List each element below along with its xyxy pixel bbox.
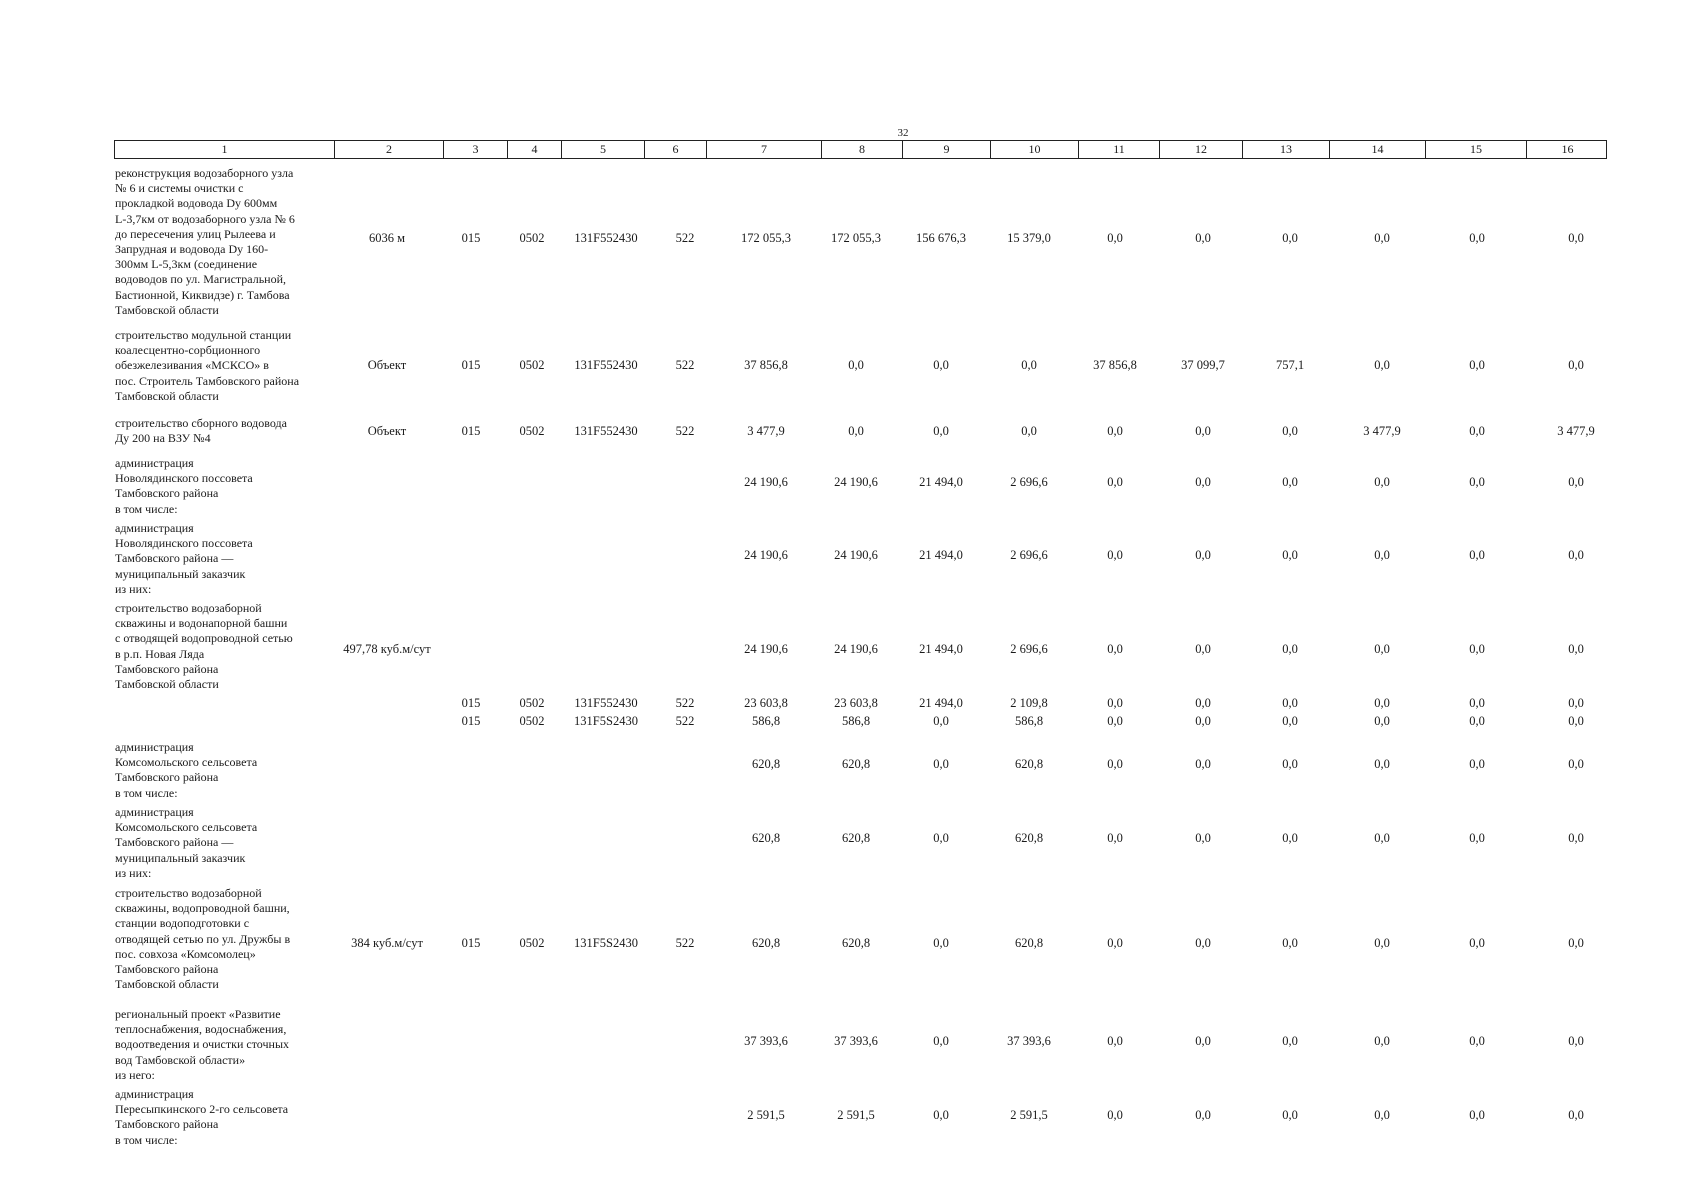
table-cell-c6: 522 <box>675 358 695 372</box>
table-cell-col-7: 620,8 <box>751 757 781 771</box>
table-cell-col-8: 24 190,6 <box>834 642 878 656</box>
table-cell-col-7: 37 856,8 <box>744 358 788 372</box>
row-description: администрация Комсомольского сельсовета Тамбовского района — муниципальный заказчик из них: <box>115 805 258 880</box>
table-cell-col-7: 172 055,3 <box>741 231 791 245</box>
table-cell-col-16: 0,0 <box>1568 358 1584 372</box>
table-cell-col-7: 24 190,6 <box>744 548 788 562</box>
table-cell-col-12: 0,0 <box>1195 1108 1211 1122</box>
table-cell-col-8: 0,0 <box>848 424 864 438</box>
table-cell-col-9: 0,0 <box>933 424 949 438</box>
column-header-9: 9 <box>903 141 991 158</box>
column-header-8: 8 <box>822 141 903 158</box>
table-cell-col-13: 0,0 <box>1282 475 1298 489</box>
table-cell-col-9: 0,0 <box>933 831 949 845</box>
table-cell-col-12: 0,0 <box>1195 642 1211 656</box>
table-cell-col-14: 0,0 <box>1374 936 1390 950</box>
table-cell-col-8: 37 393,6 <box>834 1034 878 1048</box>
table-cell-col-15: 0,0 <box>1469 714 1485 728</box>
column-header-3: 3 <box>444 141 508 158</box>
table-cell-col-16: 0,0 <box>1568 757 1584 771</box>
column-header-13: 13 <box>1243 141 1330 158</box>
table-cell-col-10: 2 591,5 <box>1010 1108 1048 1122</box>
table-cell-col-13: 0,0 <box>1282 1108 1298 1122</box>
row-description: строительство сборного водовода Ду 200 на ВЗУ №4 <box>115 416 287 446</box>
table-cell-col-7: 24 190,6 <box>744 642 788 656</box>
table-cell-col-9: 0,0 <box>933 1034 949 1048</box>
table-cell-col-12: 0,0 <box>1195 831 1211 845</box>
table-cell-col-12: 0,0 <box>1195 696 1211 710</box>
table-cell-col-13: 0,0 <box>1282 936 1298 950</box>
table-cell-c6: 522 <box>675 231 695 245</box>
table-cell-col-13: 0,0 <box>1282 714 1298 728</box>
row-description: строительство водозаборной скважины и водонапорной башни с отводящей водопроводной сетью в р.п. Новая Ляда Тамбовского района Тамбовской области <box>115 601 293 692</box>
table-cell-col-12: 0,0 <box>1195 1034 1211 1048</box>
table-cell-col-13: 757,1 <box>1275 358 1305 372</box>
row-description: администрация Пересыпкинского 2-го сельсовета Тамбовского района в том числе: <box>115 1087 289 1147</box>
table-cell-col-15: 0,0 <box>1469 548 1485 562</box>
table-cell-col-13: 0,0 <box>1282 1034 1298 1048</box>
table-cell-col-14: 0,0 <box>1374 642 1390 656</box>
row-description: администрация Новолядинского поссовета Тамбовского района в том числе: <box>115 456 253 516</box>
table-cell-col-12: 0,0 <box>1195 936 1211 950</box>
table-cell-col-15: 0,0 <box>1469 696 1485 710</box>
table-cell-capacity: 497,78 куб.м/сут <box>343 642 431 656</box>
column-header-1: 1 <box>115 141 335 158</box>
table-cell-col-10: 620,8 <box>1014 936 1044 950</box>
table-cell-c4: 0502 <box>519 424 545 438</box>
table-cell-capacity: 6036 м <box>368 231 406 245</box>
table-cell-capacity: Объект <box>367 424 407 438</box>
table-cell-col-7: 586,8 <box>751 714 781 728</box>
table-cell-col-16: 0,0 <box>1568 231 1584 245</box>
table-cell-c6: 522 <box>675 714 695 728</box>
column-header-12: 12 <box>1160 141 1243 158</box>
table-cell-col-10: 586,8 <box>1014 714 1044 728</box>
table-cell-col-10: 2 696,6 <box>1010 475 1048 489</box>
table-cell-col-9: 0,0 <box>933 936 949 950</box>
table-cell-c5: 131F552430 <box>574 424 638 438</box>
table-cell-c3: 015 <box>461 696 481 710</box>
table-cell-col-16: 0,0 <box>1568 548 1584 562</box>
table-cell-col-13: 0,0 <box>1282 424 1298 438</box>
table-cell-col-8: 0,0 <box>848 358 864 372</box>
table-cell-col-10: 2 109,8 <box>1010 696 1048 710</box>
row-description: строительство модульной станции коалесцентно-сорбционного обезжелезивания «МСКСО» в пос. Строитель Тамбовского района Тамбовской области <box>115 328 300 403</box>
table-cell-col-12: 0,0 <box>1195 475 1211 489</box>
table-header-row <box>114 140 1607 159</box>
table-cell-c6: 522 <box>675 936 695 950</box>
table-cell-capacity: Объект <box>367 358 407 372</box>
table-cell-col-10: 620,8 <box>1014 757 1044 771</box>
column-header-7: 7 <box>707 141 822 158</box>
table-cell-col-11: 0,0 <box>1107 831 1123 845</box>
table-cell-c4: 0502 <box>519 936 545 950</box>
column-header-5: 5 <box>562 141 645 158</box>
row-description: администрация Комсомольского сельсовета Тамбовского района в том числе: <box>115 740 258 800</box>
table-cell-c5: 131F5S2430 <box>574 936 638 950</box>
table-cell-c5: 131F5S2430 <box>574 714 638 728</box>
table-cell-col-13: 0,0 <box>1282 642 1298 656</box>
table-cell-col-16: 0,0 <box>1568 831 1584 845</box>
table-cell-col-11: 0,0 <box>1107 696 1123 710</box>
table-cell-c5: 131F552430 <box>574 231 638 245</box>
table-cell-col-7: 23 603,8 <box>744 696 788 710</box>
table-cell-col-11: 0,0 <box>1107 1034 1123 1048</box>
table-cell-col-11: 0,0 <box>1107 1108 1123 1122</box>
column-header-4: 4 <box>508 141 562 158</box>
table-cell-col-12: 0,0 <box>1195 714 1211 728</box>
table-cell-col-11: 0,0 <box>1107 424 1123 438</box>
table-cell-col-11: 0,0 <box>1107 714 1123 728</box>
table-cell-col-13: 0,0 <box>1282 231 1298 245</box>
table-cell-col-9: 21 494,0 <box>919 642 963 656</box>
table-cell-col-8: 2 591,5 <box>837 1108 875 1122</box>
table-cell-col-12: 0,0 <box>1195 548 1211 562</box>
table-cell-col-11: 0,0 <box>1107 231 1123 245</box>
table-cell-col-8: 24 190,6 <box>834 548 878 562</box>
table-cell-col-14: 3 477,9 <box>1363 424 1401 438</box>
table-cell-col-14: 0,0 <box>1374 831 1390 845</box>
table-cell-col-8: 586,8 <box>841 714 871 728</box>
row-description: региональный проект «Развитие теплоснабжения, водоснабжения, водоотведения и очистки сточных вод Тамбовской области» из него: <box>115 1007 289 1082</box>
column-header-11: 11 <box>1079 141 1160 158</box>
table-cell-col-14: 0,0 <box>1374 1034 1390 1048</box>
table-cell-col-15: 0,0 <box>1469 358 1485 372</box>
table-cell-c4: 0502 <box>519 714 545 728</box>
table-cell-col-7: 37 393,6 <box>744 1034 788 1048</box>
table-cell-col-14: 0,0 <box>1374 475 1390 489</box>
table-cell-c3: 015 <box>461 936 481 950</box>
table-cell-col-15: 0,0 <box>1469 424 1485 438</box>
table-cell-col-16: 0,0 <box>1568 936 1584 950</box>
table-cell-col-12: 0,0 <box>1195 424 1211 438</box>
column-header-10: 10 <box>991 141 1079 158</box>
table-cell-col-7: 2 591,5 <box>747 1108 785 1122</box>
table-cell-col-13: 0,0 <box>1282 548 1298 562</box>
table-cell-col-7: 3 477,9 <box>747 424 785 438</box>
table-cell-col-15: 0,0 <box>1469 757 1485 771</box>
table-cell-col-9: 156 676,3 <box>916 231 966 245</box>
table-cell-col-9: 0,0 <box>933 757 949 771</box>
table-cell-c5: 131F552430 <box>574 696 638 710</box>
column-header-6: 6 <box>645 141 707 158</box>
table-cell-col-10: 15 379,0 <box>1007 231 1051 245</box>
table-cell-c4: 0502 <box>519 231 545 245</box>
table-cell-capacity: 384 куб.м/сут <box>351 936 423 950</box>
row-description: администрация Новолядинского поссовета Тамбовского района — муниципальный заказчик из них: <box>115 521 253 596</box>
table-cell-col-13: 0,0 <box>1282 831 1298 845</box>
table-cell-col-12: 37 099,7 <box>1181 358 1225 372</box>
table-cell-col-10: 0,0 <box>1021 358 1037 372</box>
row-description: строительство водозаборной скважины, водопроводной башни, станции водоподготовки с отводящей сетью по ул. Дружбы в пос. совхоза «Комсомолец» Тамбовского района Тамбовской области <box>115 886 291 992</box>
table-cell-col-7: 24 190,6 <box>744 475 788 489</box>
table-cell-col-9: 21 494,0 <box>919 475 963 489</box>
column-header-16: 16 <box>1561 142 1574 156</box>
table-cell-col-8: 23 603,8 <box>834 696 878 710</box>
table-cell-col-11: 37 856,8 <box>1093 358 1137 372</box>
table-cell-col-9: 21 494,0 <box>919 548 963 562</box>
table-cell-c4: 0502 <box>519 696 545 710</box>
table-cell-col-16: 0,0 <box>1568 714 1584 728</box>
table-cell-col-15: 0,0 <box>1469 1034 1485 1048</box>
table-cell-col-16: 0,0 <box>1568 1108 1584 1122</box>
table-cell-col-10: 2 696,6 <box>1010 642 1048 656</box>
table-cell-c4: 0502 <box>519 358 545 372</box>
table-cell-col-9: 0,0 <box>933 1108 949 1122</box>
table-cell-col-15: 0,0 <box>1469 936 1485 950</box>
table-cell-col-7: 620,8 <box>751 831 781 845</box>
table-cell-col-15: 0,0 <box>1469 231 1485 245</box>
table-cell-col-14: 0,0 <box>1374 231 1390 245</box>
table-cell-col-16: 0,0 <box>1568 1034 1584 1048</box>
table-cell-col-10: 0,0 <box>1021 424 1037 438</box>
table-cell-col-16: 0,0 <box>1568 642 1584 656</box>
table-cell-c5: 131F552430 <box>574 358 638 372</box>
table-cell-c6: 522 <box>675 424 695 438</box>
table-cell-col-11: 0,0 <box>1107 757 1123 771</box>
table-cell-col-8: 620,8 <box>841 831 871 845</box>
table-cell-col-16: 3 477,9 <box>1557 424 1595 438</box>
table-cell-col-15: 0,0 <box>1469 475 1485 489</box>
table-cell-col-16: 0,0 <box>1568 696 1584 710</box>
table-cell-col-14: 0,0 <box>1374 548 1390 562</box>
table-cell-col-8: 620,8 <box>841 936 871 950</box>
table-cell-col-15: 0,0 <box>1469 642 1485 656</box>
column-header-15: 15 <box>1426 141 1527 158</box>
table-cell-col-8: 172 055,3 <box>831 231 881 245</box>
table-cell-col-10: 620,8 <box>1014 831 1044 845</box>
table-cell-c3: 015 <box>461 231 481 245</box>
table-cell-col-11: 0,0 <box>1107 642 1123 656</box>
table-cell-c6: 522 <box>675 696 695 710</box>
table-cell-col-14: 0,0 <box>1374 714 1390 728</box>
table-cell-col-9: 21 494,0 <box>919 696 963 710</box>
table-cell-c3: 015 <box>461 714 481 728</box>
table-cell-col-11: 0,0 <box>1107 936 1123 950</box>
table-cell-c3: 015 <box>461 358 481 372</box>
table-cell-col-16: 0,0 <box>1568 475 1584 489</box>
table-cell-col-12: 0,0 <box>1195 757 1211 771</box>
page-number: 32 <box>897 127 909 139</box>
table-cell-col-8: 24 190,6 <box>834 475 878 489</box>
table-cell-col-15: 0,0 <box>1469 831 1485 845</box>
column-header-2: 2 <box>335 141 444 158</box>
table-cell-col-8: 620,8 <box>841 757 871 771</box>
table-cell-col-7: 620,8 <box>751 936 781 950</box>
table-cell-col-14: 0,0 <box>1374 358 1390 372</box>
table-cell-c3: 015 <box>461 424 481 438</box>
table-cell-col-9: 0,0 <box>933 714 949 728</box>
table-cell-col-10: 2 696,6 <box>1010 548 1048 562</box>
table-cell-col-14: 0,0 <box>1374 696 1390 710</box>
table-cell-col-12: 0,0 <box>1195 231 1211 245</box>
table-cell-col-13: 0,0 <box>1282 696 1298 710</box>
table-cell-col-9: 0,0 <box>933 358 949 372</box>
table-cell-col-15: 0,0 <box>1469 1108 1485 1122</box>
column-header-14: 14 <box>1330 141 1426 158</box>
table-cell-col-11: 0,0 <box>1107 475 1123 489</box>
table-cell-col-11: 0,0 <box>1107 548 1123 562</box>
row-description: реконструкция водозаборного узла № 6 и системы очистки с прокладкой водовода Dy 600мм L-3,7км от водозаборного узла № 6 до пересечения улиц Рылеева и Запрудная и водовода Dy 160- 300мм L-5,3км (соединение водоводов по ул. Магистральной, Бастионной, Киквидзе) г. Тамбова Тамбовской области <box>115 166 295 317</box>
table-cell-col-13: 0,0 <box>1282 757 1298 771</box>
table-cell-col-14: 0,0 <box>1374 757 1390 771</box>
table-cell-col-10: 37 393,6 <box>1007 1034 1051 1048</box>
table-cell-col-14: 0,0 <box>1374 1108 1390 1122</box>
